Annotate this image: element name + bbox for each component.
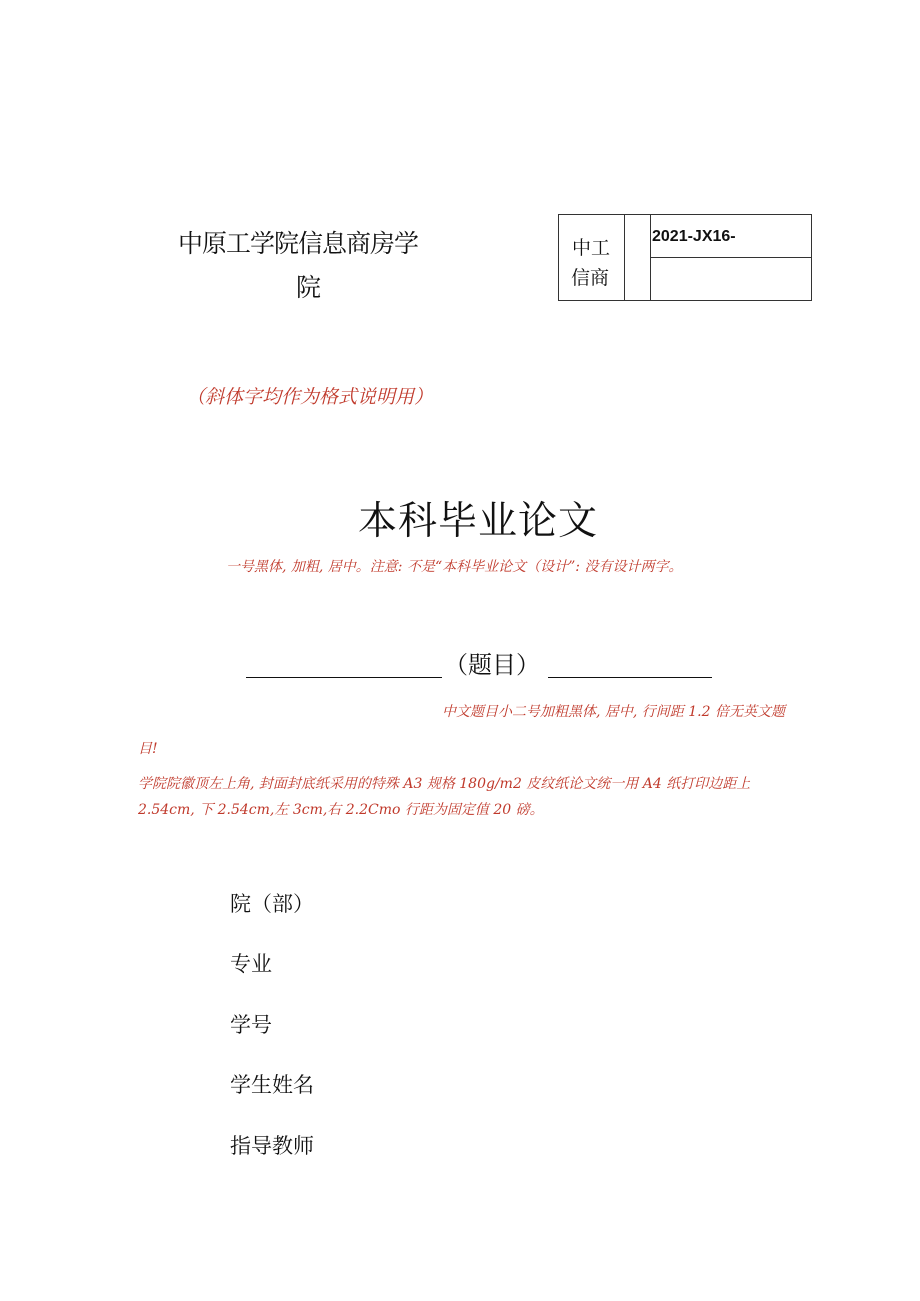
format-note-line4: 2.54cm, 下 2.54cm,左 3cm,右 2.2Cmo 行距为固定值 20 磅。 [138, 802, 544, 818]
field-major: 专业 [230, 952, 272, 976]
field-department: 院（部） [230, 892, 314, 916]
document-code: 2021-JX16- [652, 228, 736, 245]
main-title-format-note: 一号黑体, 加粗, 居中。注意: 不是“本科毕业论文（设计”: 没有设计两字。 [226, 559, 683, 575]
code-box-row-divider [651, 257, 811, 258]
code-box-label-cell [559, 215, 625, 300]
topic-label: （题目） [444, 651, 540, 679]
format-note-line1: 中文题目小二号加粗黑体, 居中, 行间距 1.2 倍无英文题 [442, 704, 785, 720]
topic-line [246, 641, 712, 681]
italic-format-note: （斜体字均作为格式说明用） [186, 386, 434, 408]
code-box-bottom-label: 信商 [571, 267, 610, 289]
main-title: 本科毕业论文 [358, 499, 599, 544]
field-student-name: 学生姓名 [230, 1073, 314, 1097]
topic-underline-right [548, 677, 712, 678]
code-box-spacer-cell [625, 215, 651, 300]
topic-underline-left [246, 677, 442, 678]
format-note-line3: 学院院徽顶左上角, 封面封底纸采用的特殊 A3 规格 180g/m2 皮纹纸论文统一用 A4 纸打印边距上 [138, 776, 751, 792]
document-code-box [558, 214, 812, 301]
school-name-line1: 中原工学院信息商房学 [178, 229, 419, 258]
code-box-top-label: 中工 [572, 237, 611, 259]
field-advisor: 指导教师 [230, 1134, 314, 1158]
format-note-line2: 目! [138, 741, 158, 757]
field-student-id: 学号 [230, 1013, 272, 1037]
school-name-line2: 院 [296, 273, 322, 302]
